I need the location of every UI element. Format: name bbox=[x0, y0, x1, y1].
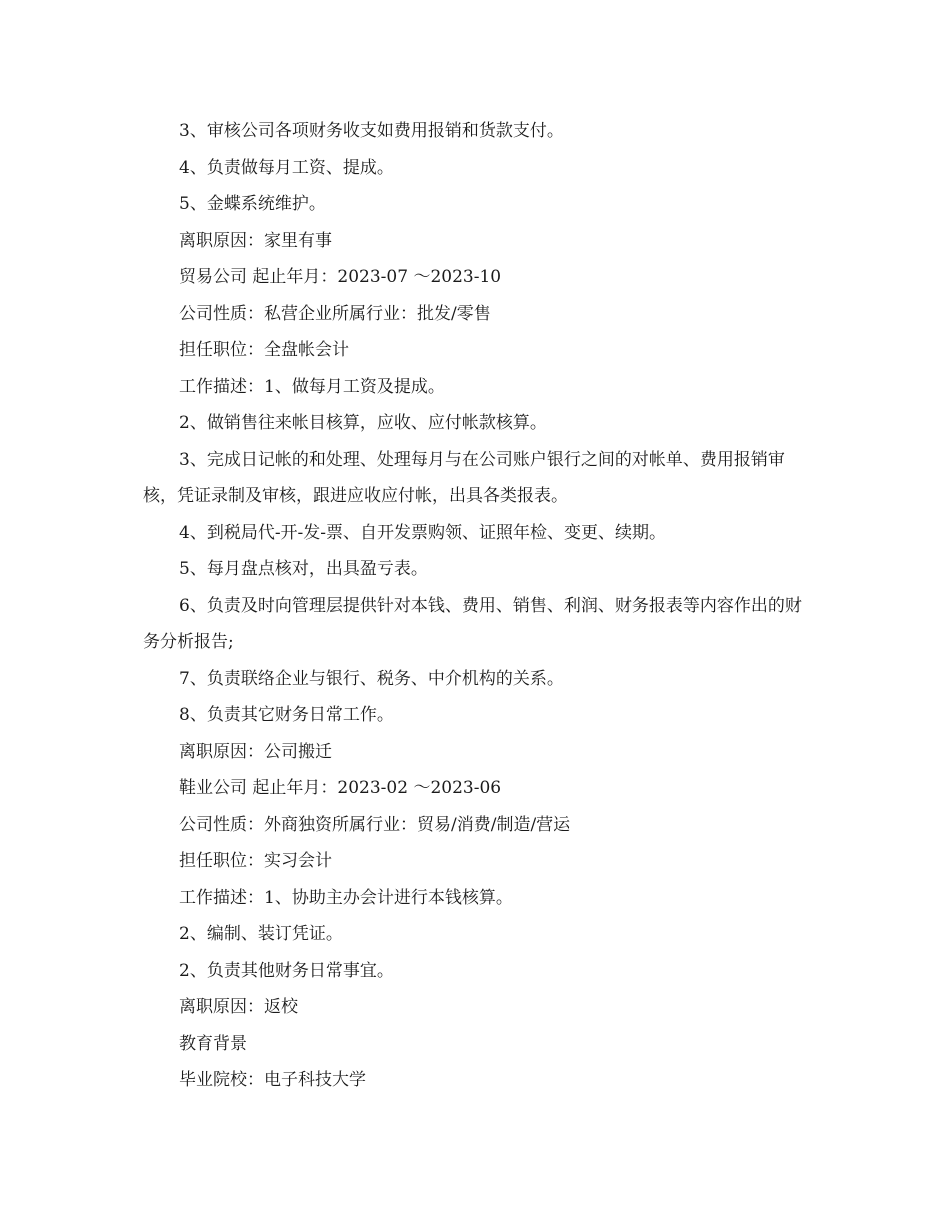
paragraph: 6、负责及时向管理层提供针对本钱、费用、销售、利润、财务报表等内容作出的财务分析报告; bbox=[143, 595, 802, 652]
paragraph: 工作描述：1、协助主办会计进行本钱核算。 bbox=[179, 887, 513, 908]
paragraph: 2、负责其他财务日常事宜。 bbox=[179, 960, 394, 981]
paragraph: 鞋业公司 起止年月：2023-02 ～2023-06 bbox=[179, 778, 502, 798]
paragraph: 担任职位：实习会计 bbox=[179, 851, 332, 871]
paragraph: 担任职位：全盘帐会计 bbox=[179, 340, 349, 360]
section-heading: 教育背景 bbox=[179, 1033, 247, 1054]
paragraph: 5、每月盘点核对，出具盈亏表。 bbox=[179, 559, 428, 579]
paragraph: 3、完成日记帐的和处理、处理每月与在公司账户银行之间的对帐单、费用报销审核，凭证录制及审核，跟进应收应付帐，出具各类报表。 bbox=[143, 449, 785, 506]
paragraph: 贸易公司 起止年月：2023-07 ～2023-10 bbox=[179, 267, 502, 287]
paragraph: 4、负责做每月工资、提成。 bbox=[179, 157, 394, 178]
paragraph: 3、审核公司各项财务收支如费用报销和货款支付。 bbox=[179, 121, 564, 141]
paragraph: 工作描述：1、做每月工资及提成。 bbox=[179, 376, 445, 397]
paragraph: 毕业院校：电子科技大学 bbox=[179, 1070, 366, 1090]
paragraph: 公司性质：私营企业所属行业：批发/零售 bbox=[179, 303, 491, 324]
paragraph: 4、到税局代-开-发-票、自开发票购领、证照年检、变更、续期。 bbox=[179, 522, 667, 543]
document-body bbox=[143, 113, 811, 1099]
paragraph: 离职原因：公司搬迁 bbox=[179, 741, 332, 762]
paragraph: 7、负责联络企业与银行、税务、中介机构的关系。 bbox=[179, 668, 564, 689]
paragraph: 2、编制、装订凭证。 bbox=[179, 924, 343, 944]
paragraph: 5、金蝶系统维护。 bbox=[179, 194, 326, 214]
paragraph: 8、负责其它财务日常工作。 bbox=[179, 705, 394, 725]
paragraph: 离职原因：返校 bbox=[179, 997, 298, 1017]
paragraph: 2、做销售往来帐目核算，应收、应付帐款核算。 bbox=[179, 413, 547, 433]
paragraph: 离职原因：家里有事 bbox=[179, 230, 332, 251]
paragraph: 公司性质：外商独资所属行业：贸易/消费/制造/营运 bbox=[179, 814, 571, 835]
